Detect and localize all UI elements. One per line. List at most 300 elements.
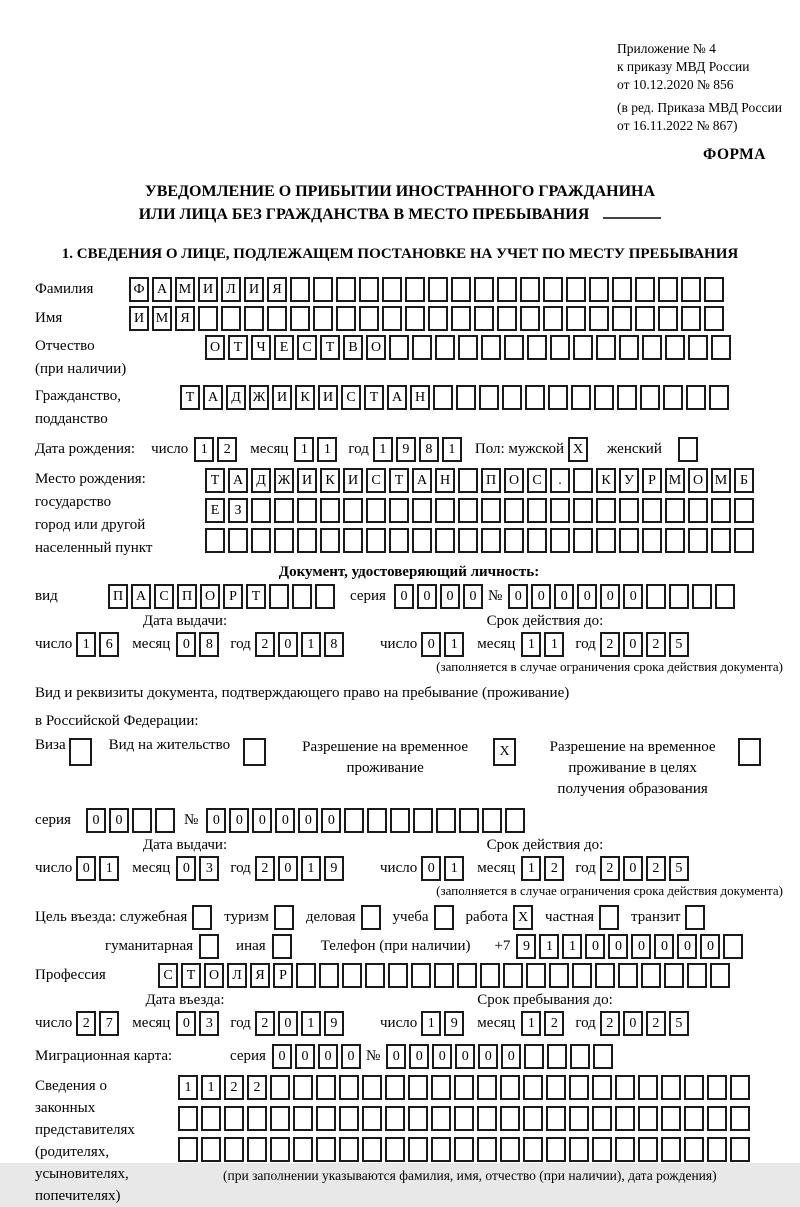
firstname-field-cell[interactable] (658, 306, 678, 331)
birthplace-row3-field-cell[interactable] (343, 528, 363, 553)
resdoc-number-field-cell[interactable]: 0 (206, 808, 226, 833)
birthplace-row2-field-cell[interactable] (343, 498, 363, 523)
stay-month-cell[interactable]: 2 (544, 1011, 564, 1036)
iddoc-valid-year-cell[interactable]: 5 (669, 632, 689, 657)
citizenship-field-cell[interactable]: И (318, 385, 338, 410)
birthplace-row2-field-cell[interactable] (596, 498, 616, 523)
reps-row2-field-cell[interactable] (247, 1106, 267, 1131)
reps-row2-field-cell[interactable] (362, 1106, 382, 1131)
resdoc-number-field-cell[interactable] (344, 808, 364, 833)
citizenship-field-cell[interactable] (433, 385, 453, 410)
resdoc-issue-year-cell[interactable]: 1 (301, 856, 321, 881)
reps-row3-field-cell[interactable] (638, 1137, 658, 1162)
reps-row3-field-cell[interactable] (592, 1137, 612, 1162)
reps-row3-field-cell[interactable] (408, 1137, 428, 1162)
firstname-field-cell[interactable] (244, 306, 264, 331)
birthplace-row1-field-cell[interactable]: М (665, 468, 685, 493)
surname-field-cell[interactable] (566, 277, 586, 302)
humanitarian-checkbox-cell[interactable] (199, 934, 219, 959)
surname-field-cell[interactable] (428, 277, 448, 302)
patronymic-field-cell[interactable] (527, 335, 547, 360)
profession-field-cell[interactable] (480, 963, 500, 988)
stay-year-cell[interactable]: 2 (646, 1011, 666, 1036)
patronymic-field-cell[interactable] (573, 335, 593, 360)
reps-row3-field-cell[interactable] (569, 1137, 589, 1162)
firstname-field-cell[interactable] (543, 306, 563, 331)
firstname-field-cell[interactable] (451, 306, 471, 331)
reps-row3-field-cell[interactable] (431, 1137, 451, 1162)
resdoc-number-field-cell[interactable] (505, 808, 525, 833)
birthplace-row1-field-cell[interactable]: А (228, 468, 248, 493)
reps-row1-field-cell[interactable] (523, 1075, 543, 1100)
reps-row2-field-cell[interactable] (293, 1106, 313, 1131)
reps-row1-field-cell[interactable] (339, 1075, 359, 1100)
sex-male-checkbox-cell[interactable]: X (568, 437, 588, 462)
firstname-field-cell[interactable] (704, 306, 724, 331)
patronymic-field-cell[interactable] (550, 335, 570, 360)
iddoc-kind-field-cell[interactable] (315, 584, 335, 609)
firstname-field-cell[interactable] (497, 306, 517, 331)
temp-residence-edu-checkbox-cell[interactable] (738, 738, 761, 766)
phone-field-cell[interactable]: 9 (516, 934, 536, 959)
birthplace-row3-field-cell[interactable] (297, 528, 317, 553)
birth-year-field-cell[interactable]: 1 (373, 437, 393, 462)
phone-field-cell[interactable]: 1 (539, 934, 559, 959)
citizenship-field-cell[interactable] (525, 385, 545, 410)
surname-field-cell[interactable] (497, 277, 517, 302)
reps-row2-field-cell[interactable] (546, 1106, 566, 1131)
phone-field-cell[interactable]: 0 (608, 934, 628, 959)
citizenship-field-cell[interactable]: С (341, 385, 361, 410)
citizenship-field-cell[interactable]: А (203, 385, 223, 410)
profession-field-cell[interactable] (572, 963, 592, 988)
surname-field-cell[interactable] (543, 277, 563, 302)
reps-row2-field-cell[interactable] (270, 1106, 290, 1131)
iddoc-series-field-cell[interactable]: 0 (440, 584, 460, 609)
birthplace-row2-field-cell[interactable] (711, 498, 731, 523)
reps-row2-field-cell[interactable] (730, 1106, 750, 1131)
iddoc-series-field-cell[interactable]: 0 (394, 584, 414, 609)
firstname-field-cell[interactable] (267, 306, 287, 331)
birthplace-row1-field-cell[interactable]: Д (251, 468, 271, 493)
reps-row1-field-cell[interactable] (546, 1075, 566, 1100)
surname-field-cell[interactable] (382, 277, 402, 302)
citizenship-field-cell[interactable] (709, 385, 729, 410)
reps-row1-field-cell[interactable] (477, 1075, 497, 1100)
reps-row3-field-cell[interactable] (500, 1137, 520, 1162)
migr-number-field-cell[interactable]: 0 (432, 1044, 452, 1069)
resdoc-issue-year-cell[interactable]: 9 (324, 856, 344, 881)
profession-field-cell[interactable]: Т (181, 963, 201, 988)
profession-field-cell[interactable] (388, 963, 408, 988)
birthplace-row3-field-cell[interactable] (619, 528, 639, 553)
iddoc-issue-year-cell[interactable]: 8 (324, 632, 344, 657)
patronymic-field-cell[interactable] (481, 335, 501, 360)
birthplace-row3-field-cell[interactable] (688, 528, 708, 553)
patronymic-field-cell[interactable]: В (343, 335, 363, 360)
migr-number-field-cell[interactable]: 0 (455, 1044, 475, 1069)
reps-row2-field-cell[interactable] (431, 1106, 451, 1131)
migr-number-field-cell[interactable] (524, 1044, 544, 1069)
reps-row3-field-cell[interactable] (178, 1137, 198, 1162)
migr-number-field-cell[interactable]: 0 (409, 1044, 429, 1069)
resdoc-series-field-cell[interactable]: 0 (86, 808, 106, 833)
iddoc-issue-month-cell[interactable]: 0 (176, 632, 196, 657)
birthplace-row1-field-cell[interactable]: А (412, 468, 432, 493)
citizenship-field-cell[interactable] (571, 385, 591, 410)
surname-field-cell[interactable]: И (198, 277, 218, 302)
birthplace-row1-field-cell[interactable]: Б (734, 468, 754, 493)
study-checkbox-cell[interactable] (434, 905, 454, 930)
birthplace-row1-field-cell[interactable]: К (320, 468, 340, 493)
reps-row2-field-cell[interactable] (707, 1106, 727, 1131)
birthplace-row2-field-cell[interactable] (320, 498, 340, 523)
citizenship-field-cell[interactable]: А (387, 385, 407, 410)
reps-row3-field-cell[interactable] (615, 1137, 635, 1162)
profession-field-cell[interactable] (687, 963, 707, 988)
reps-row1-field-cell[interactable]: 2 (247, 1075, 267, 1100)
profession-field-cell[interactable]: С (158, 963, 178, 988)
resdoc-number-field-cell[interactable]: 0 (229, 808, 249, 833)
birthplace-row2-field-cell[interactable] (274, 498, 294, 523)
citizenship-field-cell[interactable]: Ж (249, 385, 269, 410)
iddoc-kind-field-cell[interactable]: Т (246, 584, 266, 609)
reps-row3-field-cell[interactable] (362, 1137, 382, 1162)
iddoc-valid-year-cell[interactable]: 2 (646, 632, 666, 657)
surname-field-cell[interactable] (451, 277, 471, 302)
reps-row1-field-cell[interactable] (293, 1075, 313, 1100)
firstname-field-cell[interactable] (198, 306, 218, 331)
profession-field-cell[interactable] (434, 963, 454, 988)
firstname-field-cell[interactable] (612, 306, 632, 331)
profession-field-cell[interactable]: Я (250, 963, 270, 988)
patronymic-field-cell[interactable]: С (297, 335, 317, 360)
birthplace-row2-field-cell[interactable] (688, 498, 708, 523)
reps-row1-field-cell[interactable] (661, 1075, 681, 1100)
reps-row3-field-cell[interactable] (339, 1137, 359, 1162)
resdoc-number-field-cell[interactable] (390, 808, 410, 833)
iddoc-valid-day-cell[interactable]: 1 (444, 632, 464, 657)
reps-row2-field-cell[interactable] (224, 1106, 244, 1131)
resdoc-issue-year-cell[interactable]: 2 (255, 856, 275, 881)
birthplace-row3-field-cell[interactable] (205, 528, 225, 553)
surname-field-cell[interactable] (704, 277, 724, 302)
patronymic-field-cell[interactable] (688, 335, 708, 360)
reps-row2-field-cell[interactable] (385, 1106, 405, 1131)
patronymic-field-cell[interactable] (642, 335, 662, 360)
birthplace-row2-field-cell[interactable] (412, 498, 432, 523)
iddoc-number-field-cell[interactable] (715, 584, 735, 609)
citizenship-field-cell[interactable]: Д (226, 385, 246, 410)
reps-row1-field-cell[interactable] (500, 1075, 520, 1100)
patronymic-field-cell[interactable] (458, 335, 478, 360)
phone-field-cell[interactable]: 0 (585, 934, 605, 959)
iddoc-series-field-cell[interactable]: 0 (417, 584, 437, 609)
firstname-field-cell[interactable]: Я (175, 306, 195, 331)
reps-row3-field-cell[interactable] (293, 1137, 313, 1162)
reps-row1-field-cell[interactable] (454, 1075, 474, 1100)
surname-field-cell[interactable] (635, 277, 655, 302)
citizenship-field-cell[interactable]: Т (180, 385, 200, 410)
citizenship-field-cell[interactable] (594, 385, 614, 410)
surname-field-cell[interactable] (612, 277, 632, 302)
reps-row3-field-cell[interactable] (707, 1137, 727, 1162)
patronymic-field-cell[interactable] (596, 335, 616, 360)
citizenship-field-cell[interactable]: И (272, 385, 292, 410)
patronymic-field-cell[interactable] (435, 335, 455, 360)
profession-field-cell[interactable] (319, 963, 339, 988)
birthplace-row1-field-cell[interactable]: У (619, 468, 639, 493)
patronymic-field-cell[interactable]: Т (228, 335, 248, 360)
birthplace-row1-field-cell[interactable]: О (688, 468, 708, 493)
surname-field-cell[interactable] (474, 277, 494, 302)
iddoc-kind-field-cell[interactable] (269, 584, 289, 609)
birthplace-row2-field-cell[interactable] (527, 498, 547, 523)
stay-day-cell[interactable]: 1 (421, 1011, 441, 1036)
iddoc-number-field-cell[interactable] (692, 584, 712, 609)
iddoc-issue-day-cell[interactable]: 6 (99, 632, 119, 657)
resdoc-valid-day-cell[interactable]: 0 (421, 856, 441, 881)
reps-row3-field-cell[interactable] (224, 1137, 244, 1162)
birthplace-row1-field-cell[interactable]: С (527, 468, 547, 493)
birthplace-row2-field-cell[interactable] (297, 498, 317, 523)
resdoc-series-field-cell[interactable] (132, 808, 152, 833)
resdoc-number-field-cell[interactable] (436, 808, 456, 833)
surname-field-cell[interactable] (589, 277, 609, 302)
iddoc-number-field-cell[interactable]: 0 (531, 584, 551, 609)
migr-series-field-cell[interactable]: 0 (272, 1044, 292, 1069)
profession-field-cell[interactable]: Р (273, 963, 293, 988)
profession-field-cell[interactable] (296, 963, 316, 988)
surname-field-cell[interactable]: Л (221, 277, 241, 302)
birthplace-row3-field-cell[interactable] (573, 528, 593, 553)
phone-field-cell[interactable]: 0 (631, 934, 651, 959)
reps-row3-field-cell[interactable] (477, 1137, 497, 1162)
firstname-field-cell[interactable] (474, 306, 494, 331)
profession-field-cell[interactable] (365, 963, 385, 988)
birth-year-field-cell[interactable]: 1 (442, 437, 462, 462)
reps-row2-field-cell[interactable] (477, 1106, 497, 1131)
reps-row2-field-cell[interactable] (408, 1106, 428, 1131)
surname-field-cell[interactable]: Ф (129, 277, 149, 302)
iddoc-number-field-cell[interactable]: 0 (554, 584, 574, 609)
reps-row2-field-cell[interactable] (684, 1106, 704, 1131)
firstname-field-cell[interactable]: И (129, 306, 149, 331)
reps-row1-field-cell[interactable] (385, 1075, 405, 1100)
firstname-field-cell[interactable] (681, 306, 701, 331)
birthplace-row1-field-cell[interactable]: И (297, 468, 317, 493)
profession-field-cell[interactable]: О (204, 963, 224, 988)
birthplace-row1-field-cell[interactable] (573, 468, 593, 493)
birthplace-row3-field-cell[interactable] (228, 528, 248, 553)
resdoc-issue-day-cell[interactable]: 1 (99, 856, 119, 881)
birthplace-row1-field-cell[interactable]: С (366, 468, 386, 493)
iddoc-kind-field-cell[interactable]: П (177, 584, 197, 609)
profession-field-cell[interactable]: Л (227, 963, 247, 988)
reps-row1-field-cell[interactable]: 2 (224, 1075, 244, 1100)
patronymic-field-cell[interactable] (504, 335, 524, 360)
resdoc-issue-year-cell[interactable]: 0 (278, 856, 298, 881)
resdoc-issue-month-cell[interactable]: 0 (176, 856, 196, 881)
entry-day-cell[interactable]: 7 (99, 1011, 119, 1036)
surname-field-cell[interactable]: И (244, 277, 264, 302)
surname-field-cell[interactable] (359, 277, 379, 302)
birthplace-row3-field-cell[interactable] (435, 528, 455, 553)
resdoc-number-field-cell[interactable] (459, 808, 479, 833)
iddoc-valid-year-cell[interactable]: 0 (623, 632, 643, 657)
profession-field-cell[interactable] (503, 963, 523, 988)
birthplace-row1-field-cell[interactable]: М (711, 468, 731, 493)
birthplace-row2-field-cell[interactable] (642, 498, 662, 523)
reps-row1-field-cell[interactable] (730, 1075, 750, 1100)
resdoc-valid-year-cell[interactable]: 0 (623, 856, 643, 881)
iddoc-issue-year-cell[interactable]: 0 (278, 632, 298, 657)
patronymic-field-cell[interactable] (619, 335, 639, 360)
birthplace-row2-field-cell[interactable] (734, 498, 754, 523)
reps-row1-field-cell[interactable] (316, 1075, 336, 1100)
birthplace-row2-field-cell[interactable] (366, 498, 386, 523)
iddoc-number-field-cell[interactable]: 0 (623, 584, 643, 609)
reps-row1-field-cell[interactable] (270, 1075, 290, 1100)
birthplace-row2-field-cell[interactable] (458, 498, 478, 523)
birthplace-row2-field-cell[interactable] (573, 498, 593, 523)
iddoc-valid-month-cell[interactable]: 1 (521, 632, 541, 657)
profession-field-cell[interactable] (457, 963, 477, 988)
sex-female-checkbox-cell[interactable] (678, 437, 698, 462)
reps-row1-field-cell[interactable] (615, 1075, 635, 1100)
iddoc-issue-year-cell[interactable]: 2 (255, 632, 275, 657)
reps-row1-field-cell[interactable] (569, 1075, 589, 1100)
resdoc-valid-month-cell[interactable]: 2 (544, 856, 564, 881)
migr-number-field-cell[interactable] (593, 1044, 613, 1069)
reps-row1-field-cell[interactable] (431, 1075, 451, 1100)
patronymic-field-cell[interactable]: О (366, 335, 386, 360)
entry-month-cell[interactable]: 0 (176, 1011, 196, 1036)
birthplace-row3-field-cell[interactable] (550, 528, 570, 553)
iddoc-kind-field-cell[interactable]: Р (223, 584, 243, 609)
profession-field-cell[interactable] (549, 963, 569, 988)
birthplace-row3-field-cell[interactable] (711, 528, 731, 553)
citizenship-field-cell[interactable] (663, 385, 683, 410)
firstname-field-cell[interactable] (382, 306, 402, 331)
surname-field-cell[interactable] (658, 277, 678, 302)
reps-row1-field-cell[interactable] (592, 1075, 612, 1100)
birthplace-row1-field-cell[interactable]: И (343, 468, 363, 493)
profession-field-cell[interactable] (411, 963, 431, 988)
resdoc-series-field-cell[interactable]: 0 (109, 808, 129, 833)
citizenship-field-cell[interactable] (640, 385, 660, 410)
iddoc-valid-day-cell[interactable]: 0 (421, 632, 441, 657)
phone-field-cell[interactable]: 1 (562, 934, 582, 959)
surname-field-cell[interactable] (681, 277, 701, 302)
birthplace-row2-field-cell[interactable] (481, 498, 501, 523)
reps-row3-field-cell[interactable] (684, 1137, 704, 1162)
resdoc-number-field-cell[interactable]: 0 (252, 808, 272, 833)
citizenship-field-cell[interactable] (548, 385, 568, 410)
migr-number-field-cell[interactable] (547, 1044, 567, 1069)
phone-field-cell[interactable]: 0 (654, 934, 674, 959)
visa-checkbox-cell[interactable] (69, 738, 92, 766)
patronymic-field-cell[interactable]: О (205, 335, 225, 360)
birthplace-row2-field-cell[interactable] (435, 498, 455, 523)
citizenship-field-cell[interactable] (479, 385, 499, 410)
citizenship-field-cell[interactable] (456, 385, 476, 410)
firstname-field-cell[interactable] (359, 306, 379, 331)
patronymic-field-cell[interactable]: Ч (251, 335, 271, 360)
birthplace-row3-field-cell[interactable] (389, 528, 409, 553)
work-checkbox-cell[interactable]: X (513, 905, 533, 930)
birthplace-row1-field-cell[interactable]: О (504, 468, 524, 493)
firstname-field-cell[interactable] (405, 306, 425, 331)
temp-residence-checkbox-cell[interactable]: X (493, 738, 516, 766)
iddoc-issue-month-cell[interactable]: 8 (199, 632, 219, 657)
surname-field-cell[interactable] (290, 277, 310, 302)
tourism-checkbox-cell[interactable] (274, 905, 294, 930)
entry-year-cell[interactable]: 2 (255, 1011, 275, 1036)
citizenship-field-cell[interactable]: Н (410, 385, 430, 410)
resdoc-valid-year-cell[interactable]: 2 (600, 856, 620, 881)
birth-month-field-cell[interactable]: 1 (294, 437, 314, 462)
phone-field-cell[interactable] (723, 934, 743, 959)
resdoc-issue-day-cell[interactable]: 0 (76, 856, 96, 881)
stay-year-cell[interactable]: 2 (600, 1011, 620, 1036)
entry-day-cell[interactable]: 2 (76, 1011, 96, 1036)
reps-row2-field-cell[interactable] (569, 1106, 589, 1131)
entry-year-cell[interactable]: 0 (278, 1011, 298, 1036)
birthplace-row1-field-cell[interactable]: Т (205, 468, 225, 493)
official-checkbox-cell[interactable] (192, 905, 212, 930)
birthplace-row3-field-cell[interactable] (734, 528, 754, 553)
patronymic-field-cell[interactable] (412, 335, 432, 360)
stay-day-cell[interactable]: 9 (444, 1011, 464, 1036)
reps-row1-field-cell[interactable]: 1 (201, 1075, 221, 1100)
birthplace-row1-field-cell[interactable]: Т (389, 468, 409, 493)
resdoc-number-field-cell[interactable] (482, 808, 502, 833)
birthplace-row1-field-cell[interactable]: П (481, 468, 501, 493)
reps-row3-field-cell[interactable] (385, 1137, 405, 1162)
surname-field-cell[interactable] (313, 277, 333, 302)
birthplace-row3-field-cell[interactable] (412, 528, 432, 553)
stay-year-cell[interactable]: 0 (623, 1011, 643, 1036)
reps-row3-field-cell[interactable] (730, 1137, 750, 1162)
reps-row3-field-cell[interactable] (201, 1137, 221, 1162)
surname-field-cell[interactable] (405, 277, 425, 302)
birth-year-field-cell[interactable]: 8 (419, 437, 439, 462)
patronymic-field-cell[interactable] (389, 335, 409, 360)
iddoc-number-field-cell[interactable] (646, 584, 666, 609)
resdoc-number-field-cell[interactable] (367, 808, 387, 833)
entry-month-cell[interactable]: 3 (199, 1011, 219, 1036)
profession-field-cell[interactable] (526, 963, 546, 988)
iddoc-valid-year-cell[interactable]: 2 (600, 632, 620, 657)
phone-field-cell[interactable]: 0 (677, 934, 697, 959)
birthplace-row2-field-cell[interactable]: З (228, 498, 248, 523)
birthplace-row3-field-cell[interactable] (665, 528, 685, 553)
citizenship-field-cell[interactable] (686, 385, 706, 410)
migr-series-field-cell[interactable]: 0 (341, 1044, 361, 1069)
citizenship-field-cell[interactable] (502, 385, 522, 410)
reps-row2-field-cell[interactable] (316, 1106, 336, 1131)
birthplace-row3-field-cell[interactable] (527, 528, 547, 553)
surname-field-cell[interactable]: М (175, 277, 195, 302)
birthplace-row3-field-cell[interactable] (274, 528, 294, 553)
iddoc-valid-month-cell[interactable]: 1 (544, 632, 564, 657)
residence-permit-checkbox-cell[interactable] (243, 738, 266, 766)
birthplace-row3-field-cell[interactable] (320, 528, 340, 553)
reps-row1-field-cell[interactable]: 1 (178, 1075, 198, 1100)
birth-day-field-cell[interactable]: 2 (217, 437, 237, 462)
profession-field-cell[interactable] (641, 963, 661, 988)
